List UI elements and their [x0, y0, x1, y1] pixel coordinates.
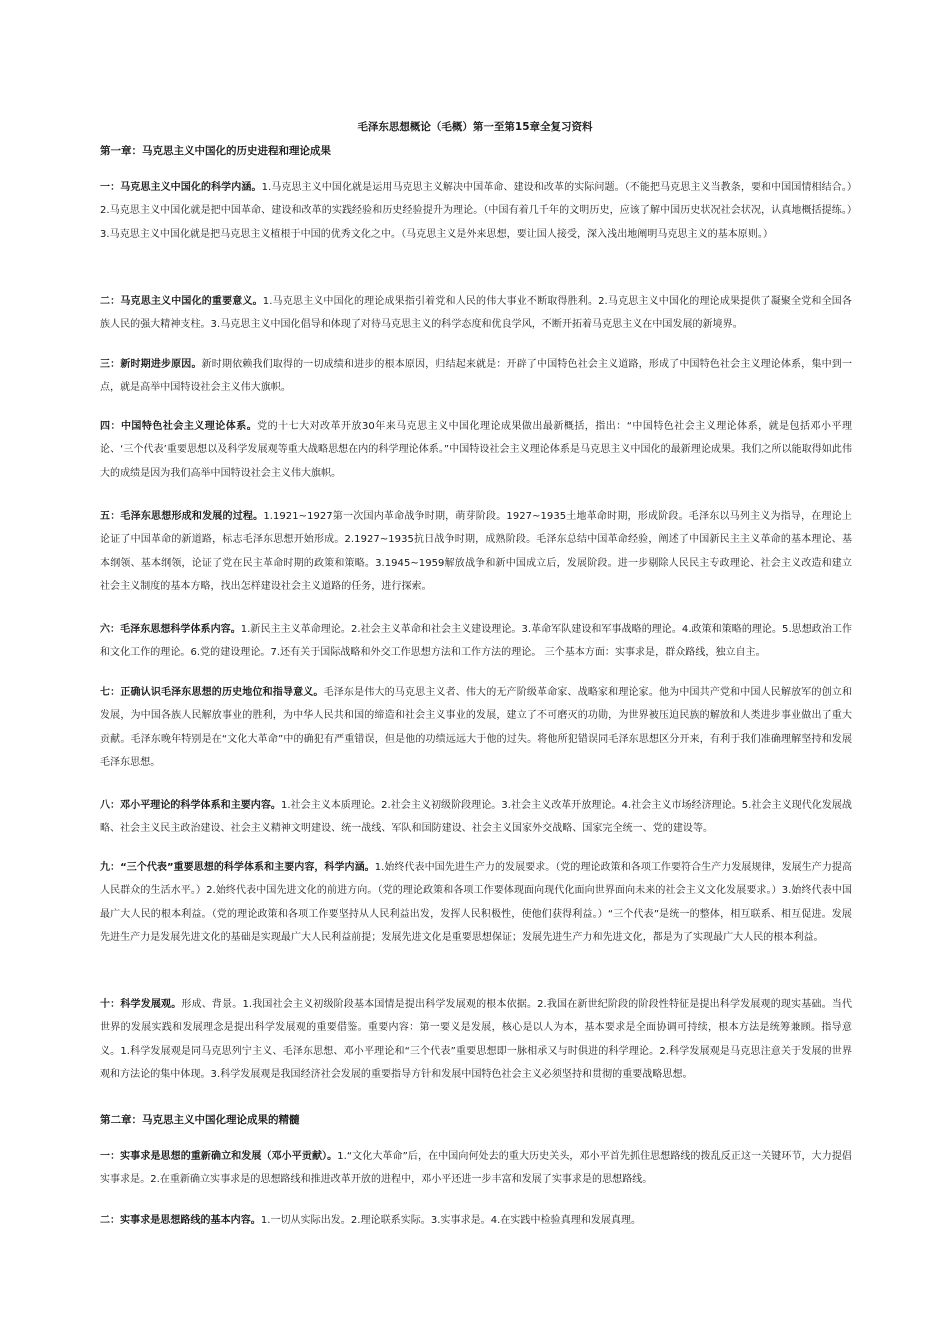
section-lead: 二：马克思主义中国化的重要意义。: [100, 296, 263, 307]
section-body: 1.一切从实际出发。2.理论联系实际。3.实事求是。4.在实践中检验真理和发展真理。: [260, 1215, 642, 1226]
section-paragraph: [100, 176, 852, 246]
section-body: 1.“文化大革命”后，在中国向何处去的重大历史关头，邓小平首先抓住思想路线的拨乱反正这一关键环节，大力提倡实事求是。2.在重新确立实事求是的思想路线和推进改革开放的进程中，邓小平还进一步丰富和发展了实事求是的思想路线。: [100, 1151, 852, 1186]
section-paragraph: [100, 993, 852, 1087]
section-lead: 六：毛泽东思想科学体系内容。: [100, 624, 241, 635]
section-lead: 七：正确认识毛泽东思想的历史地位和指导意义。: [100, 687, 324, 698]
section-body: 毛泽东是伟大的马克思主义者、伟大的无产阶级革命家、战略家和理论家。他为中国共产党和中国人民解放军的创立和发展，为中国各族人民解放事业的胜利，为中华人民共和国的缔造和社会主义事业的发展，建立了不可磨灭的功勋，为世界被压迫民族的解放和人类进步事业做出了重大贡献。毛泽东晚年特别是在“文化大革命”中的确犯有严重错误，但是他的功绩远远大于他的过失。将他所犯错误同毛泽东思想区分开来，有利于我们准确理解坚持和发展毛泽东思想。: [100, 687, 852, 769]
section-body: 1.新民主主义革命理论。2.社会主义革命和社会主义建设理论。3.革命军队建设和军事战略的理论。4.政策和策略的理论。5.思想政治工作和文化工作的理论。6.党的建设理论。7.还有关于国际战略和外交工作思想方法和工作方法的理论。 三个基本方面：实事求是，群众路线，独立自主。: [100, 624, 852, 659]
section-paragraph: [100, 353, 852, 400]
section-paragraph: [100, 415, 852, 485]
section-body: 1.社会主义本质理论。2.社会主义初级阶段理论。3.社会主义改革开放理论。4.社会主义市场经济理论。5.社会主义现代化发展战略、社会主义民主政治建设、社会主义精神文明建设、统一战线、军队和国防建设、社会主义国家外交战略、国家完全统一、党的建设等。: [100, 800, 852, 835]
section-lead: 十：科学发展观。: [100, 999, 182, 1010]
document-title: 毛泽东思想概论（毛概）第一至第15章全复习资料: [357, 121, 593, 133]
section-lead: 五：毛泽东思想形成和发展的过程。: [100, 511, 264, 522]
chapter-heading: 第二章：马克思主义中国化理论成果的精髓: [100, 1114, 300, 1126]
section-lead: 一：马克思主义中国化的科学内涵。: [100, 182, 262, 193]
section-paragraph: [100, 1209, 852, 1232]
section-body: 1.马克思主义中国化的理论成果指引着党和人民的伟大事业不断取得胜利。2.马克思主义中国化的理论成果提供了凝聚全党和全国各族人民的强大精神支柱。3.马克思主义中国化倡导和体现了对待马克思主义的科学态度和优良学风，不断开拓着马克思主义在中国发展的新境界。: [100, 296, 852, 331]
section-paragraph: [100, 681, 852, 775]
chapter-heading: 第一章：马克思主义中国化的历史进程和理论成果: [100, 145, 331, 157]
section-paragraph: [100, 856, 852, 950]
section-lead: 八：邓小平理论的科学体系和主要内容。: [100, 800, 281, 811]
section-paragraph: [100, 505, 852, 599]
section-paragraph: [100, 1145, 852, 1192]
section-body: 1.马克思主义中国化就是运用马克思主义解决中国革命、建设和改革的实际问题。（不能把马克思主义当教条，要和中国国情相结合。）2.马克思主义中国化就是把中国革命、建设和改革的实践经验和历史经验提升为理论。（中国有着几千年的文明历史，应该了解中国历史状况社会状况，认真地概括提练。）3.马克思主义中国化就是把马克思主义植根于中国的优秀文化之中。（马克思主义是外来思想，要让国人接受，深入浅出地阐明马克思主义的基本原则。）: [100, 182, 852, 240]
section-body: 1.1921~1927第一次国内革命战争时期，萌芽阶段。1927~1935土地革命时期，形成阶段。毛泽东以马列主义为指导，在理论上论证了中国革命的新道路，标志毛泽东思想开始形成。2.1927~1935抗日战争时期，成熟阶段。毛泽东总结中国革命经验，阐述了中国新民主主义革命的基本理论、基本纲领、基本纲领，论证了党在民主革命时期的政策和策略。3.1945~1959解放战争和新中国成立后，发展阶段。进一步剔除人民民主专政理论、社会主义改造和建立社会主义制度的基本方略，找出怎样建设社会主义道路的任务，进行探索。: [100, 511, 852, 593]
section-lead: 三：新时期进步原因。: [100, 359, 202, 370]
section-body: 形成、背景。1.我国社会主义初级阶段基本国情是提出科学发展观的根本依据。2.我国在新世纪阶段的阶段性特征是提出科学发展观的现实基础。当代世界的发展实践和发展理念是提出科学发展观的重要借鉴。重要内容：第一要义是发展，核心是以人为本，基本要求是全面协调可持续，根本方法是统筹兼顾。指导意义。1.科学发展观是同马克思列宁主义、毛泽东思想、邓小平理论和“三个代表”重要思想即一脉相承又与时俱进的科学理论。2.科学发展观是马克思注意关于发展的世界观和方法论的集中体现。3.科学发展观是我国经济社会发展的重要指导方针和发展中国特色社会主义必须坚持和贯彻的重要战略思想。: [100, 999, 852, 1081]
section-paragraph: [100, 290, 852, 337]
section-body: 新时期依赖我们取得的一切成绩和进步的根本原因，归结起来就是：开辟了中国特色社会主义道路，形成了中国特色社会主义理论体系，集中到一点，就是高举中国特设社会主义伟大旗帜。: [100, 359, 852, 394]
section-body: 1.始终代表中国先进生产力的发展要求。（党的理论政策和各项工作要符合生产力发展规律，发展生产力提高人民群众的生活水平。）2.始终代表中国先进文化的前进方向。（党的理论政策和各项工作要体现面向现代化面向世界面向未来的社会主义文化发展要求。）3.始终代表中国最广大人民的根本利益。（党的理论政策和各项工作要坚持从人民利益出发，发挥人民积极性，使他们获得利益。）“三个代表”是统一的整体，相互联系、相互促进。发展先进生产力是发展先进文化的基础是实现最广大人民利益前提；发展先进文化是重要思想保证；发展先进生产力和先进文化，都是为了实现最广大人民的根本利益。: [100, 862, 852, 944]
section-lead: 九：“三个代表”重要思想的科学体系和主要内容，科学内涵。: [100, 862, 375, 873]
section-lead: 四：中国特色社会主义理论体系。: [100, 421, 258, 432]
section-paragraph: [100, 794, 852, 841]
section-body: 党的十七大对改革开放30年来马克思主义中国化理论成果做出最新概括，指出：“中国特色社会主义理论体系，就是包括邓小平理论、‘三个代表’重要思想以及科学发展观等重大战略思想在内的科学理论体系。”中国特设社会主义理论体系是马克思主义中国化的最新理论成果。我们之所以能取得如此伟大的成绩是因为我们高举中国特设社会主义伟大旗帜。: [100, 421, 852, 479]
section-paragraph: [100, 618, 852, 665]
section-lead: 一：实事求是思想的重新确立和发展（邓小平贡献）。: [100, 1151, 338, 1162]
section-lead: 二：实事求是思想路线的基本内容。: [100, 1215, 261, 1226]
